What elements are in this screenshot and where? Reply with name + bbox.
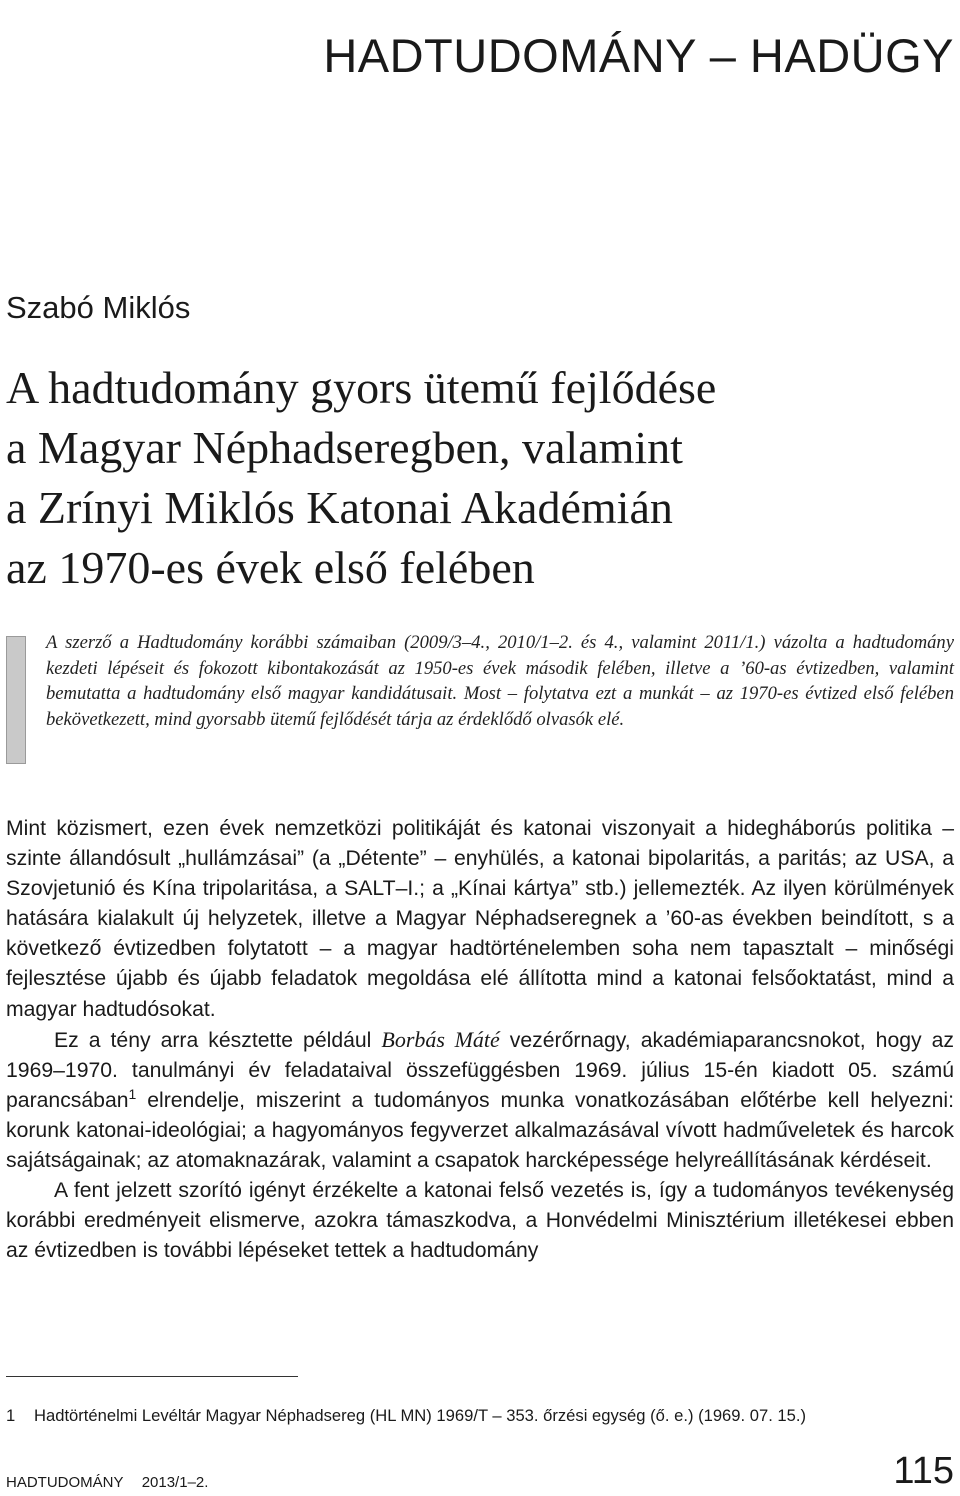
title-line: az 1970-es évek első felében [6,542,535,593]
section-heading: HADTUDOMÁNY – HADÜGY [323,29,954,82]
paragraph-text: Ez a tény arra késztette például [54,1028,382,1052]
article-abstract: A szerző a Hadtudomány korábbi számaiban (2009/3–4., 2010/1–2. és 4., valamint 2011/1.) vázolta a hadtudomány kezdeti lépéseit és fokozott kibontakozását az 1950-es évek második felében, illetve a ’60-as évtizedben, valamint bemutatta a hadtudomány első magyar kandidátusait. Most – folytatva ezt a munkát – az 1970-es évtized első felében bekövetkezett, mind gyorsabb ütemű fejlődését tárja az érdeklődő olvasók elé. [46,632,954,730]
article-title [6,358,946,598]
abstract-marker-bar [6,636,26,764]
body-paragraph [6,1025,954,1176]
body-paragraph: A fent jelzett szorító igényt érzékelte a katonai felső vezetés is, így a tudományos tevékenység korábbi eredményeit elismerve, azokra támaszkodva, a Honvédelmi Minisztérium illetékesei ebben az évtizedben is további lépéseket tettek a hadtudomány [6,1179,954,1263]
title-line: a Magyar Néphadseregben, valamint [6,422,683,473]
title-line: a Zrínyi Miklós Katonai Akadémián [6,482,673,533]
footnote-text: Hadtörténelmi Levéltár Magyar Néphadsereg (HL MN) 1969/T – 353. őrzési egység (ő. e.) (1969. 07. 15.) [34,1406,807,1425]
paragraph-text: elrendelje, miszerint a tudományos munka vonatkozásában előtérbe kell helyezni: korunk katonai-ideológiai; a hagyományos fegyverzet alkalmazásával vívott hadműveletek és harcok sajátságainak; az atomaknazárak, valamint a csapatok harcképessége helyreállításának kérdéseit. [6,1088,954,1173]
article-author: Szabó Miklós [6,290,191,325]
running-footer [6,1474,208,1491]
footnote [6,1406,956,1426]
page-number: 115 [893,1450,954,1492]
footer-journal-name: HADTUDOMÁNY [6,1474,124,1491]
footnote-divider [6,1376,298,1377]
footnote-number: 1 [6,1406,16,1425]
body-paragraph: Mint közismert, ezen évek nemzetközi politikáját és katonai viszonyait a hidegháborús politika – szinte állandósult „hullámzásai” (a „Détente” – enyhülés, a katonai bipolaritás, a paritás; az USA, a Szovjetunió és Kína tripolaritása, a SALT–I.; a „Kínai kártya” stb.) jellemezték. Az ilyen körülmények hatására kialakult új helyzetek, illetve a Magyar Néphadseregnek a ’60-as években beindított, s a következő évtizedben folytatott – a magyar hadtörténelemben soha nem tapasztalt – minőségi fejlesztése újabb és újabb feladatok megoldása elé állította mind a katonai felsőoktatást, mind a magyar hadtudósokat. [6,817,954,1021]
article-body [6,814,954,1266]
person-name: Borbás Máté [381,1026,500,1052]
title-line: A hadtudomány gyors ütemű fejlődése [6,362,717,413]
footer-issue: 2013/1–2. [141,1474,209,1491]
footnote-reference[interactable]: 1 [128,1085,137,1102]
paragraph-text: vezérőrnagy, akadémiaparancsnokot, hogy az 1969–1970. tanulmányi év feladataival összefüggésben 1969. július 15-én kiadott 05. számú parancsában [6,1028,954,1112]
